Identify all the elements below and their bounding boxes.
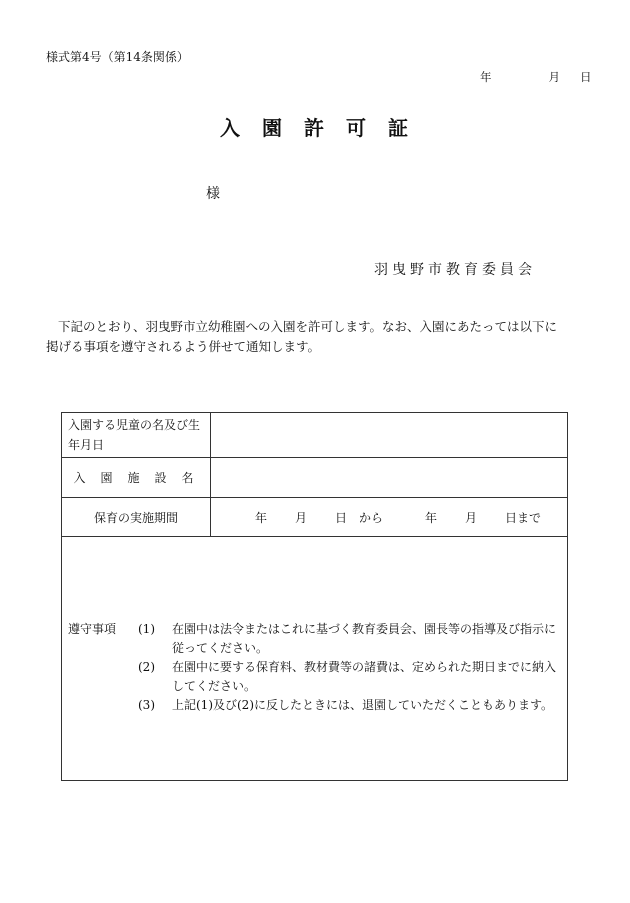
rule-number-3: (3) [138,698,155,712]
rule-text-3: 上記(1)及び(2)に反したときには、退園していただくこともあります。 [172,698,554,712]
date-day: 日 [580,70,592,84]
rule-item-2 [138,658,559,696]
child-label: 入園する児童の名及び生年月日 [62,413,211,458]
date-year: 年 [480,70,492,84]
addressee-suffix: 様 [206,186,220,202]
period-from: から [359,510,384,525]
notice-line-2: 掲げる事項を遵守されるよう併せて通知します。 [46,339,321,354]
period-month-2: 月 [465,510,478,525]
page-title: 入園許可証 [220,116,430,140]
rule-text-2: 在園中に要する保育料、教材費等の諸費は、定められた期日までに納入してください。 [172,660,557,693]
rules-row [62,537,568,781]
period-label: 保育の実施期間 [62,498,211,537]
period-year-2: 年 [425,510,438,525]
notice-text [46,317,586,357]
facility-value [211,458,568,498]
issuer-name: 羽曳野市教育委員会 [374,262,536,278]
period-row [62,498,568,537]
facility-row [62,458,568,498]
period-year-1: 年 [255,510,268,525]
period-day-2: 日まで [505,510,542,525]
facility-label: 入園施設名 [62,458,211,498]
rule-item-3 [138,696,559,715]
rules-heading: 遵守事項 [68,622,117,636]
rule-item-1 [138,620,559,658]
form-number: 様式第4号（第14条関係） [46,50,189,64]
issue-date [480,69,592,85]
rule-text-1: 在園中は法令またはこれに基づく教育委員会、園長等の指導及び指示に従ってください。 [172,622,557,655]
date-month: 月 [548,70,560,84]
rule-number-2: (2) [138,660,155,674]
period-value [211,498,568,537]
rules-cell [62,537,568,781]
permit-table [61,412,568,781]
notice-line-1: 下記のとおり、羽曳野市立幼稚園への入園を許可します。なお、入園にあたっては以下に [58,319,558,334]
period-day-1: 日 [335,510,348,525]
rules-block [62,602,567,715]
rule-number-1: (1) [138,622,155,636]
child-value [211,413,568,458]
child-row [62,413,568,458]
period-month-1: 月 [295,510,308,525]
